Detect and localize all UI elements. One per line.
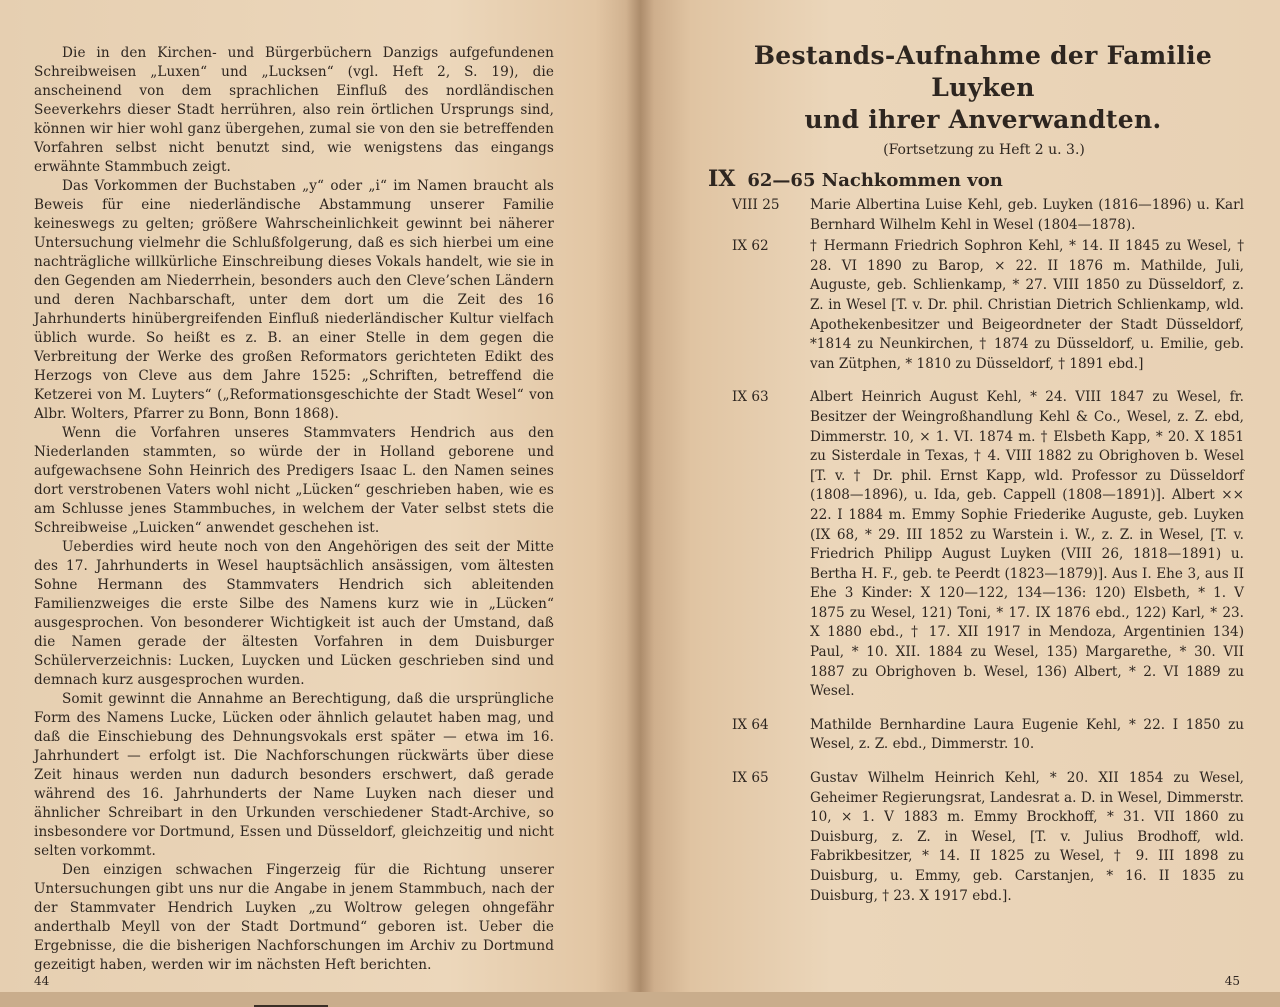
genealogy-entry: [704, 196, 1244, 235]
subtitle: (Fortsetzung zu Heft 2 u. 3.): [883, 142, 1085, 158]
section-heading: [708, 166, 1244, 192]
page-title: [722, 40, 1244, 136]
genealogy-entry: [704, 237, 1244, 374]
title-line-2: und ihrer Anverwandten.: [804, 105, 1162, 134]
entry-text: Marie Albertina Luise Kehl, geb. Luyken (1816—1896) u. Karl Bernhard Wilhelm Kehl in Wesel (1804—1878).: [810, 197, 1244, 233]
left-page: [0, 0, 640, 992]
entry-text: † Hermann Friedrich Sophron Kehl, * 14. II 1845 zu Wesel, † 28. VI 1890 zu Barop, × 22. II 1876 m. Mathilde, Juli, Auguste, geb. Schlienkamp, * 27. VIII 1850 zu Düsseldorf, z. Z. in Wesel [T. v. Dr. phil. Christian Dietrich Schlienkamp, wld. Apothekenbesitzer und Beigeordneter der Stadt Düsseldorf, *1814 zu Neunkirchen, † 1874 zu Düsseldorf, u. Emilie, geb. van Zütphen, * 1810 zu Düsseldorf, † 1891 ebd.]: [810, 238, 1244, 372]
entry-number: IX 63: [732, 389, 769, 406]
section-roman: IX: [708, 166, 736, 192]
entry-number: IX 65: [732, 770, 769, 787]
paragraph: Ueberdies wird heute noch von den Angehörigen des seit der Mitte des 17. Jahrhunderts in Wesel hauptsächlich ansässigen, vom ältesten Sohne Hermann des Stammvaters Hendrich sich ableitenden Familienzweiges die erste Silbe des Namens kurz wie in „Lücken“ ausgesprochen. Von besonderer Wichtigkeit ist auch der Umstand, daß die Namen gerade der ältesten Vorfahren in dem Duisburger Schülerverzeichnis: Lucken, Luycken und Lücken geschrieben sind und demnach kurz ausgesprochen wurden.: [34, 539, 554, 688]
page-number-right: 45: [1224, 974, 1240, 988]
entry-number: IX 62: [732, 238, 769, 255]
paragraph: Das Vorkommen der Buchstaben „y“ oder „i“ im Namen braucht als Beweis für eine niederländische Abstammung unserer Familie keineswegs zu gelten; größere Wahrscheinlichkeit gewinnt bei näherer Untersuchung vielmehr die Schlußfolgerung, daß es sich hierbei um eine nachträgliche willkürliche Einschreibung dieses Vokals handelt, wie sie in den Gegenden am Niederrhein, besonders auch den Cleve’schen Ländern und deren Nachbarschaft, unter dem dort um die Zeit des 16 Jahrhunderts hinübergreifenden Einfluß niederländischer Kultur vielfach üblich wurde. So heißt es z. B. an einer Stelle in dem gegen die Verbreitung der Werke des großen Reformators gerichteten Edikt des Herzogs von Cleve aus dem Jahre 1525: „Schriften, betreffend die Ketzerei von M. Luyters“ („Reformationsgeschichte der Stadt Wesel“ von Albr. Wolters, Pfarrer zu Bonn, Bonn 1868).: [34, 178, 554, 422]
right-page: [640, 0, 1280, 992]
genealogy-entry: [704, 388, 1244, 702]
genealogy-entry: [704, 716, 1244, 755]
paragraph: Den einzigen schwachen Fingerzeig für die Richtung unserer Untersuchungen gibt uns nur die Angabe in jenem Stammbuch, nach der der Stammvater Hendrich Luyken „zu Woltrow gelegen ohngefähr anderthalb Meyll von der Stadt Dortmund“ geboren ist. Ueber die Ergebnisse, die die bisherigen Nachforschungen im Archiv zu Dortmund gezeitigt haben, werden wir im nächsten Heft berichten.: [34, 862, 554, 973]
paragraph: Die in den Kirchen- und Bürgerbüchern Danzigs aufgefundenen Schreibweisen „Luxen“ und „Lucksen“ (vgl. Heft 2, S. 19), die anscheinend von dem sprachlichen Einfluß des nordländischen Seeverkehrs dieser Stadt herrühren, also rein örtlichen Ursprungs sind, können wir hier wohl ganz übergehen, zumal sie von den sie betreffenden Vorfahren selbst nicht benutzt sind, wie wenigstens das eingangs erwähnte Stammbuch zeigt.: [34, 45, 554, 175]
left-page-body: [34, 44, 554, 975]
entry-number: IX 64: [732, 716, 769, 733]
paragraph: Somit gewinnt die Annahme an Berechtigung, daß die ursprüngliche Form des Namens Lucke, Lücken oder ähnlich gelautet haben mag, und daß die Einschiebung des Dehnungsvokals erst später — etwa im 16. Jahrhundert — erfolgt ist. Die Nachforschungen rückwärts über diese Zeit hinaus werden nun dadurch besonders erschwert, daß gerade während des 16. Jahrhunderts der Name Luyken nach dieser und ähnlicher Schreibart in den Urkunden verschiedener Stadt-Archive, so insbesondere vor Dortmund, Essen und Düsseldorf, gleichzeitig und nicht selten vorkommt.: [34, 691, 554, 859]
title-line-1: Bestands-Aufnahme der Familie Luyken: [753, 41, 1213, 102]
page-number-left: 44: [34, 974, 50, 988]
paragraph: Wenn die Vorfahren unseres Stammvaters Hendrich aus den Niederlanden stammten, so würde der in Holland geborene und aufgewachsene Sohn Heinrich des Predigers Isaac L. den Namen seines dort verstrobenen Vaters wohl nicht „Lücken“ geschrieben haben, wie es am Schlusse jenes Stammbuches, in welchem der Vater selbst stets die Schreibweise „Luicken“ anwendet geschehen ist.: [34, 425, 554, 536]
entry-text: Gustav Wilhelm Heinrich Kehl, * 20. XII 1854 zu Wesel, Geheimer Regierungsrat, Landesrat a. D. in Wesel, Dimmerstr. 10, × 1. V 1883 m. Emmy Brockhoff, * 31. VII 1860 zu Duisburg, z. Z. in Wesel, [T. v. Julius Brodhoff, wld. Fabrikbesitzer, * 14. II 1825 zu Wesel, † 9. III 1898 zu Duisburg, u. Emmy, geb. Carstanjen, * 16. II 1835 zu Duisburg, † 23. X 1917 ebd.].: [810, 770, 1244, 904]
entry-text: Albert Heinrich August Kehl, * 24. VIII 1847 zu Wesel, fr. Besitzer der Weingroßhandlung Kehl & Co., Wesel, z. Z. ebd, Dimmerstr. 10, × 1. VI. 1874 m. † Elsbeth Kapp, * 20. X 1851 zu Sisterdale in Texas, † 4. VIII 1882 zu Obrighoven b. Wesel [T. v. † Dr. phil. Ernst Kapp, wld. Professor zu Düsseldorf (1808—1896), u. Ida, geb. Cappell (1808—1891)]. Albert ×× 22. I 1884 m. Emmy Sophie Friederike Auguste, geb. Luyken (IX 68, * 29. III 1852 zu Warstein i. W., z. Z. in Wesel, [T. v. Friedrich Philipp August Luyken (VIII 26, 1818—1891) u. Bertha H. F., geb. te Peerdt (1823—1879)]. Aus I. Ehe 3, aus II Ehe 3 Kinder: X 120—122, 134—136: 120) Elsbeth, * 1. V 1875 zu Wesel, 121) Toni, * 17. IX 1876 ebd., 122) Karl, * 23. X 1880 ebd., † 17. XII 1917 in Mendoza, Argentinien 134) Paul, * 10. XII. 1884 zu Wesel, 135) Margarethe, * 30. VII 1887 zu Obrighoven b. Wesel, 136) Albert, * 2. VI 1889 zu Wesel.: [810, 389, 1244, 700]
section-title: 62—65 Nachkommen von: [747, 170, 1003, 191]
entry-text: Mathilde Bernhardine Laura Eugenie Kehl, * 22. I 1850 zu Wesel, z. Z. ebd., Dimmerstr. 10.: [810, 716, 1244, 753]
genealogy-entry: [704, 769, 1244, 906]
entry-number: VIII 25: [732, 197, 780, 213]
